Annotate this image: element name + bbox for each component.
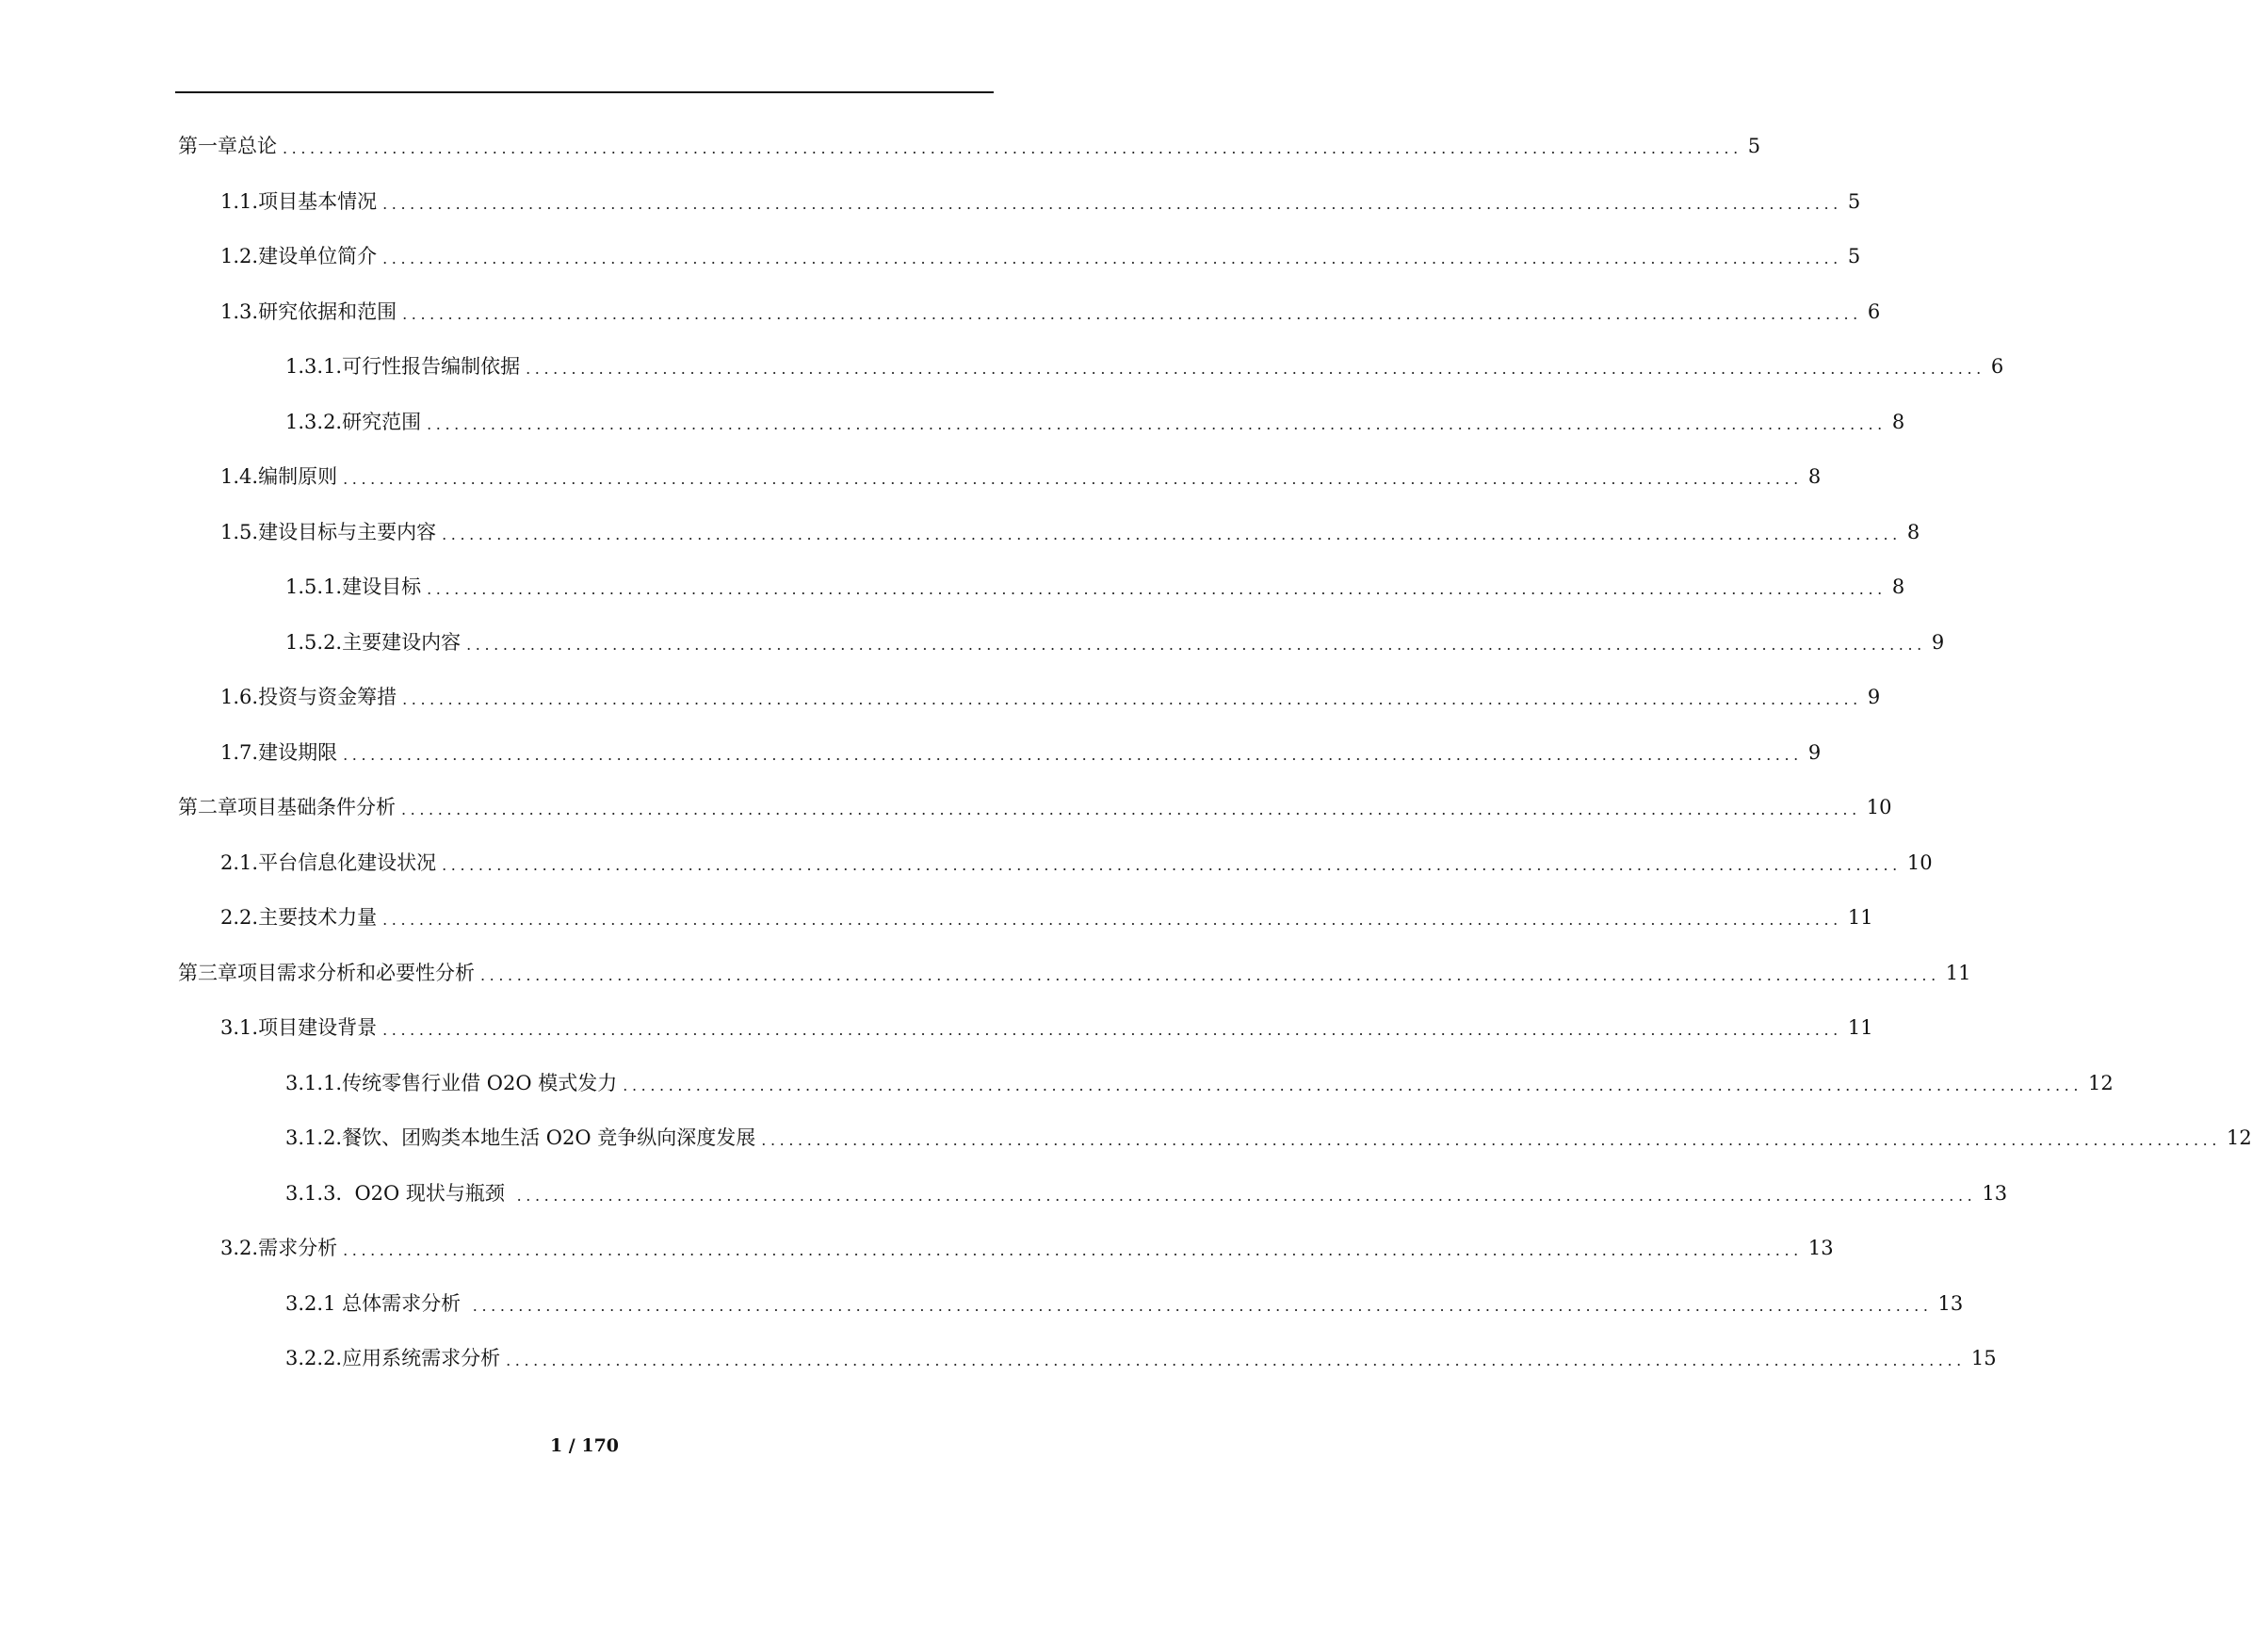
- toc-entry[interactable]: [0, 1289, 1964, 1318]
- toc-entry[interactable]: [0, 298, 1881, 326]
- toc-entry-label: 第一章总论: [178, 135, 277, 157]
- toc-entry[interactable]: [0, 518, 1920, 546]
- toc-entry-page-number: 13: [1807, 1237, 1834, 1259]
- toc-entry-label: 1.3.1.可行性报告编制依据: [285, 355, 521, 378]
- toc-entry[interactable]: [0, 903, 1873, 931]
- toc-entry-page-number: 6: [1990, 355, 2004, 378]
- page-footer: [0, 1435, 1169, 1456]
- toc-entry[interactable]: [0, 132, 1761, 160]
- toc-entry-label: 1.4.编制原则: [220, 465, 338, 488]
- toc-entry-page-number: 13: [1937, 1291, 1964, 1315]
- toc-entry-page-number: 13: [1982, 1181, 2008, 1205]
- toc-entry-page-number: 5: [1847, 189, 1861, 213]
- toc-dot-leader: ................................................................................................................................................................: [472, 1296, 1933, 1315]
- toc-entry-label: 1.6.投资与资金筹措: [220, 686, 397, 708]
- toc-entry[interactable]: [0, 1069, 2114, 1097]
- toc-entry[interactable]: [0, 849, 1933, 877]
- toc-dot-leader: ................................................................................................................................................................: [427, 580, 1887, 598]
- toc-entry-label: 3.1.1.传统零售行业借 O2O 模式发力: [285, 1071, 618, 1094]
- toc-entry[interactable]: [0, 628, 1945, 656]
- toc-entry-label: 3.1.3. O2O 现状与瓶颈: [285, 1181, 511, 1205]
- toc-dot-leader: ................................................................................................................................................................: [382, 1021, 1842, 1039]
- page-indicator: 1 / 170: [549, 1435, 620, 1456]
- toc-entry-label: 1.5.1.建设目标: [285, 575, 422, 598]
- toc-entry[interactable]: [0, 793, 1892, 821]
- toc-entry[interactable]: [0, 187, 1861, 216]
- toc-entry-page-number: 5: [1747, 135, 1761, 157]
- toc-dot-leader: ................................................................................................................................................................: [402, 304, 1862, 323]
- toc-entry[interactable]: [0, 738, 1822, 767]
- toc-dot-leader: ................................................................................................................................................................: [343, 470, 1803, 488]
- toc-entry[interactable]: [0, 1344, 1997, 1372]
- toc-dot-leader: ................................................................................................................................................................: [427, 414, 1887, 433]
- toc-dot-leader: ................................................................................................................................................................: [283, 139, 1742, 157]
- toc-entry-page-number: 10: [1866, 796, 1892, 818]
- toc-entry-page-number: 11: [1945, 961, 1971, 984]
- toc-dot-leader: ................................................................................................................................................................: [343, 1241, 1803, 1259]
- toc-entry[interactable]: [0, 683, 1881, 711]
- toc-entry[interactable]: [0, 242, 1861, 270]
- toc-entry[interactable]: [0, 352, 2004, 381]
- toc-dot-leader: ................................................................................................................................................................: [480, 965, 1940, 984]
- toc-entry[interactable]: [0, 573, 1905, 601]
- toc-entry-page-number: 6: [1867, 300, 1881, 323]
- toc-dot-leader: ................................................................................................................................................................: [442, 855, 1902, 874]
- toc-entry-page-number: 11: [1847, 1016, 1873, 1039]
- toc-dot-leader: ................................................................................................................................................................: [402, 690, 1862, 708]
- toc-dot-leader: ................................................................................................................................................................: [343, 745, 1803, 764]
- header-rule: [175, 91, 994, 93]
- toc-entry-label: 1.2.建设单位简介: [220, 245, 378, 267]
- toc-dot-leader: ................................................................................................................................................................: [466, 635, 1926, 654]
- toc-entry[interactable]: [0, 408, 1905, 436]
- toc-entry-page-number: 11: [1847, 906, 1873, 929]
- toc-entry[interactable]: [0, 1179, 2008, 1207]
- toc-dot-leader: ................................................................................................................................................................: [623, 1076, 2083, 1094]
- toc-entry[interactable]: [0, 462, 1822, 491]
- toc-dot-leader: ................................................................................................................................................................: [761, 1131, 2222, 1149]
- toc-entry[interactable]: [0, 959, 1971, 987]
- toc-entry-page-number: 8: [1891, 410, 1905, 433]
- toc-entry-label: 3.2.需求分析: [220, 1237, 338, 1259]
- toc-entry-label: 第三章项目需求分析和必要性分析: [178, 961, 475, 984]
- toc-entry-label: 1.3.研究依据和范围: [220, 300, 397, 323]
- toc-entry-page-number: 8: [1891, 575, 1905, 598]
- toc-dot-leader: ................................................................................................................................................................: [382, 194, 1842, 213]
- toc-entry[interactable]: [0, 1124, 2252, 1152]
- toc-dot-leader: ................................................................................................................................................................: [516, 1186, 1977, 1205]
- toc-entry-label: 3.2.1 总体需求分析: [285, 1291, 467, 1315]
- toc-entry-label: 2.2.主要技术力量: [220, 906, 378, 929]
- toc-entry-label: 第二章项目基础条件分析: [178, 796, 396, 818]
- toc-entry-label: 3.2.2.应用系统需求分析: [285, 1347, 501, 1369]
- toc-dot-leader: ................................................................................................................................................................: [506, 1352, 1966, 1369]
- toc-dot-leader: ................................................................................................................................................................: [526, 360, 1985, 378]
- toc-entry-page-number: 8: [1807, 465, 1822, 488]
- toc-entry-page-number: 9: [1931, 630, 1945, 654]
- toc-entry-label: 1.1.项目基本情况: [220, 189, 378, 213]
- toc-entry-page-number: 9: [1807, 740, 1822, 764]
- toc-entry-page-number: 8: [1906, 520, 1920, 543]
- toc-entry-label: 3.1.2.餐饮、团购类本地生活 O2O 竞争纵向深度发展: [285, 1126, 756, 1149]
- toc-dot-leader: ................................................................................................................................................................: [401, 801, 1861, 818]
- toc-dot-leader: ................................................................................................................................................................: [382, 250, 1842, 267]
- toc-entry-page-number: 9: [1867, 686, 1881, 708]
- toc-entry-page-number: 15: [1970, 1347, 1997, 1369]
- toc-entry-page-number: 10: [1906, 850, 1933, 874]
- toc-entry[interactable]: [0, 1013, 1873, 1042]
- toc-dot-leader: ................................................................................................................................................................: [382, 911, 1842, 929]
- toc-entry-label: 1.7.建设期限: [220, 740, 338, 764]
- toc-entry[interactable]: [0, 1234, 1834, 1262]
- toc-entry-label: 1.5.2.主要建设内容: [285, 630, 462, 654]
- toc-entry-page-number: 12: [2088, 1071, 2114, 1094]
- toc-entry-page-number: 5: [1847, 245, 1861, 267]
- toc-entry-label: 1.5.建设目标与主要内容: [220, 520, 437, 543]
- toc-dot-leader: ................................................................................................................................................................: [442, 525, 1902, 543]
- toc-entry-label: 2.1.平台信息化建设状况: [220, 850, 437, 874]
- toc-entry-page-number: 12: [2227, 1126, 2252, 1149]
- toc-entry-label: 1.3.2.研究范围: [285, 410, 422, 433]
- toc-entry-label: 3.1.项目建设背景: [220, 1016, 378, 1039]
